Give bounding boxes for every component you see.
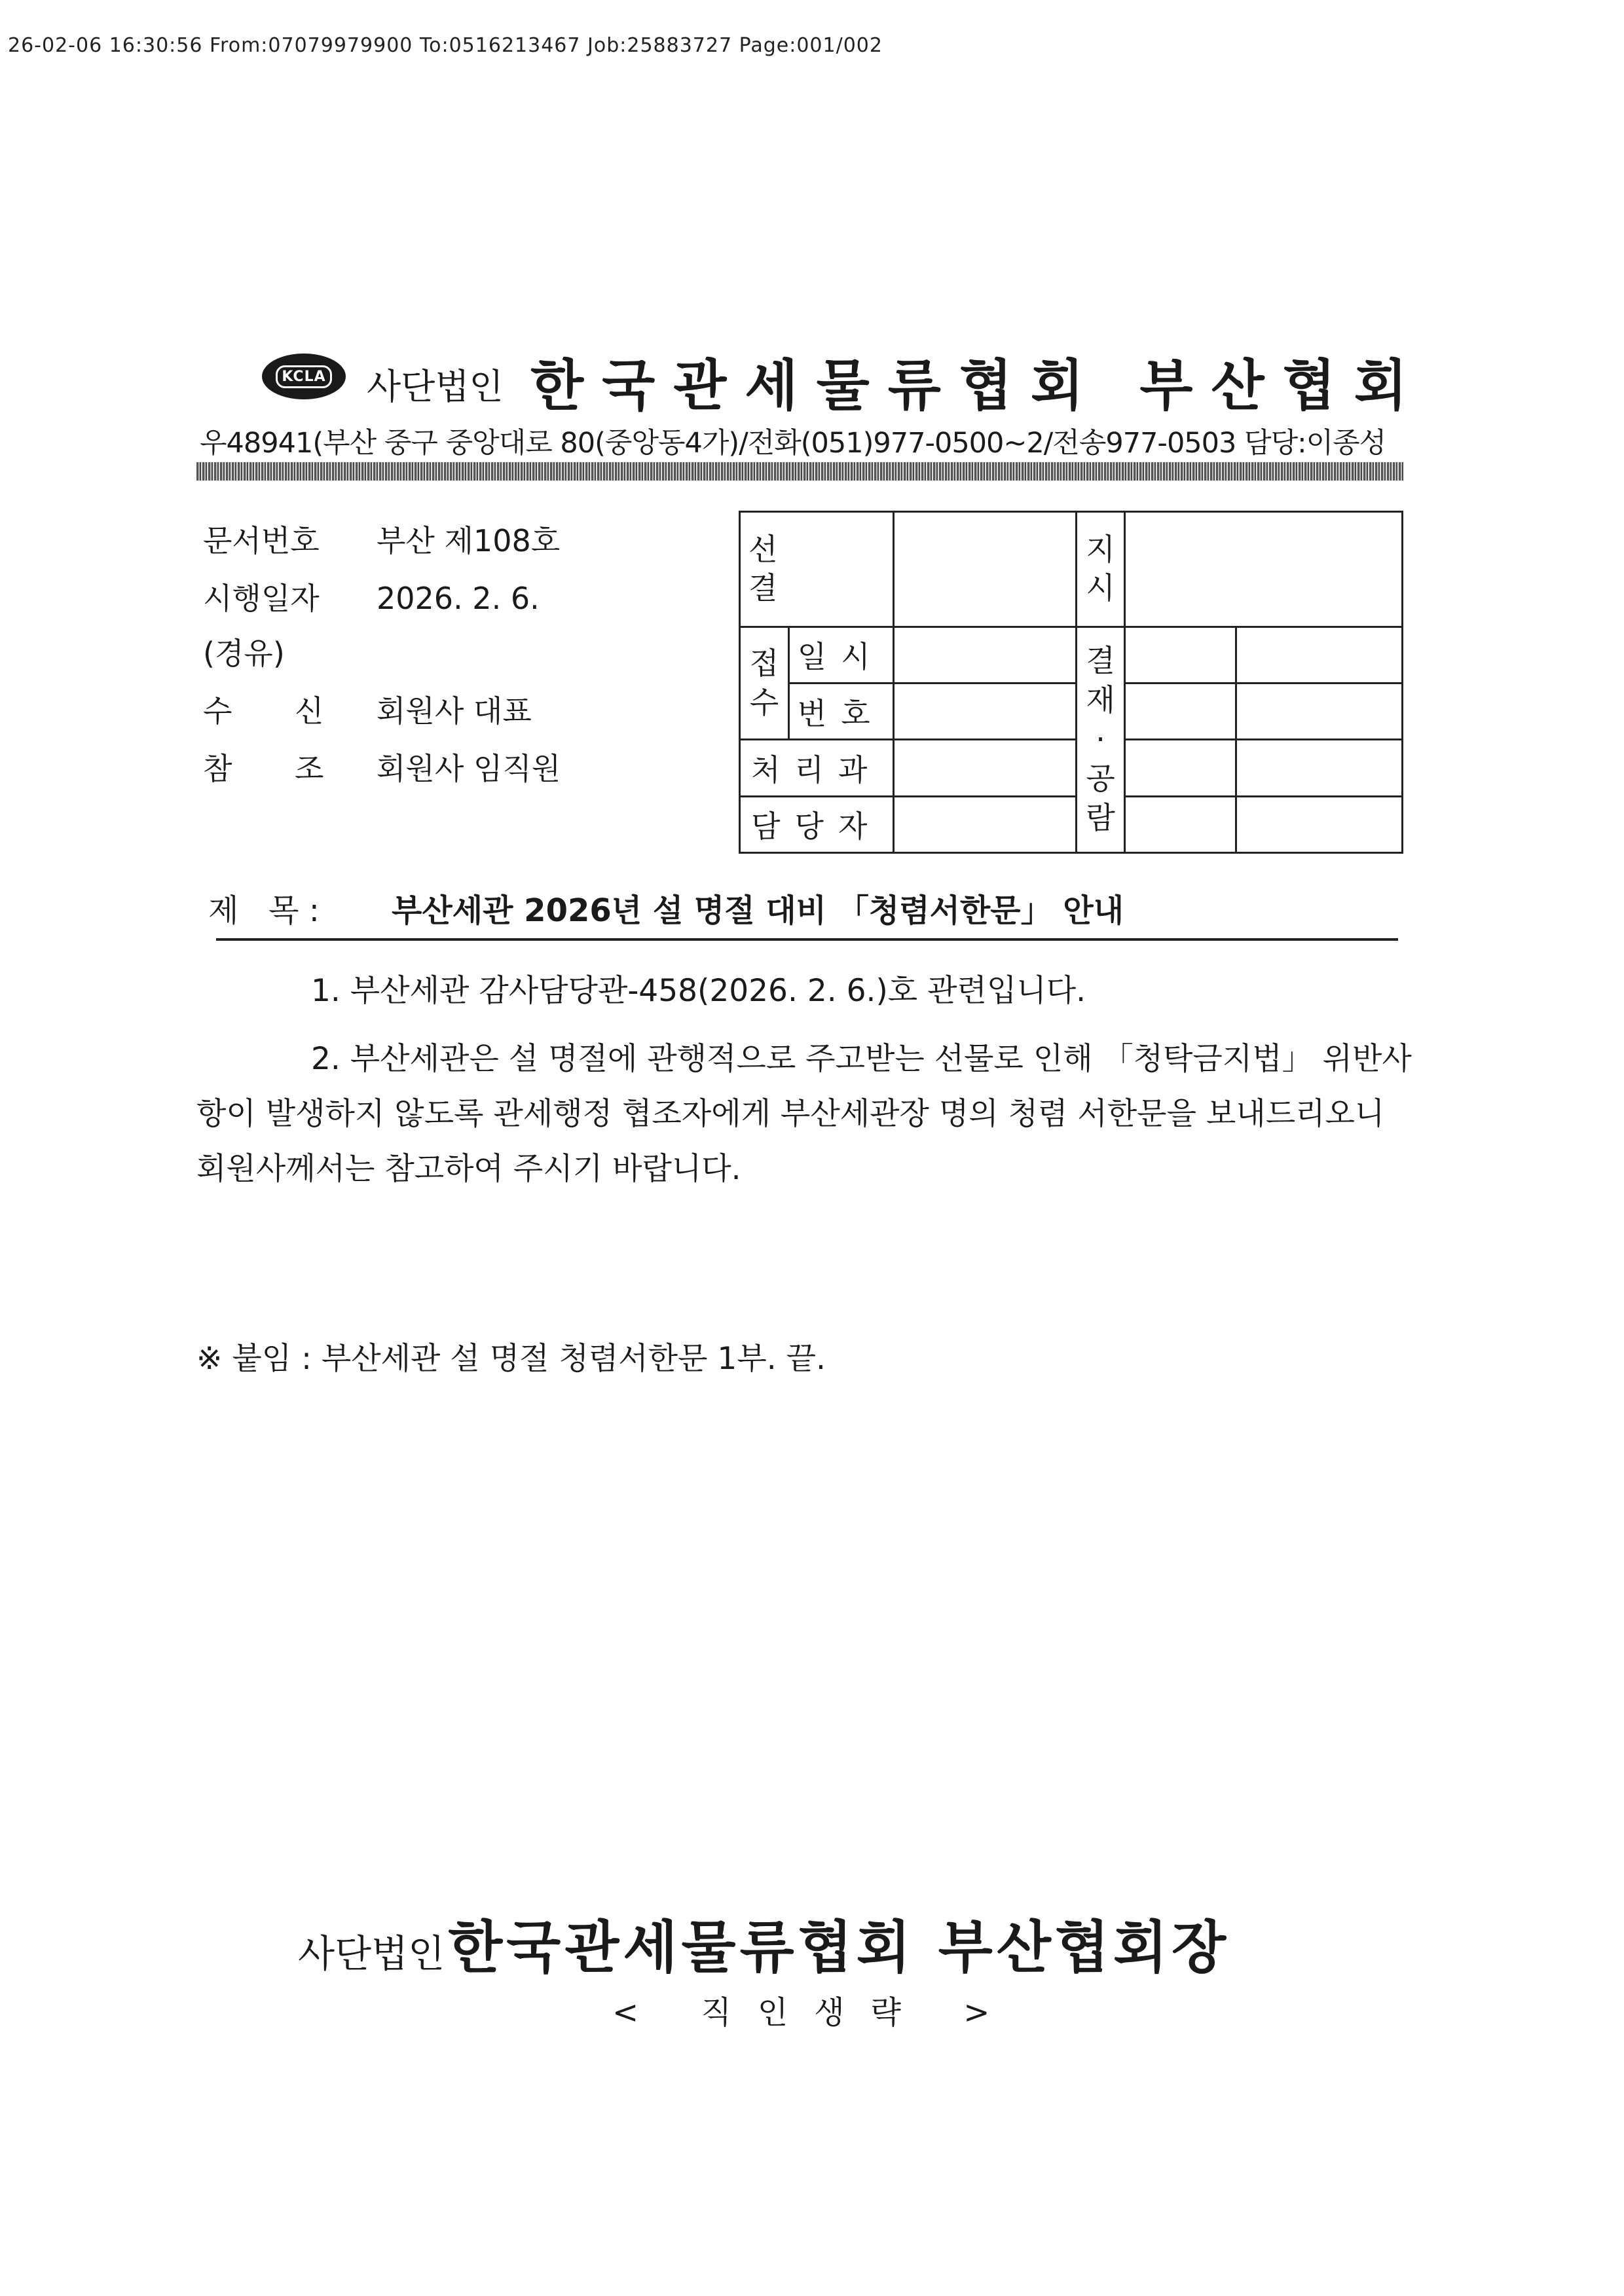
gyeoljae-label: 결재·공람 <box>1086 643 1115 835</box>
body-paragraph-2: 2. 부산세관은 설 명절에 관행적으로 주고받는 선물로 인해 「청탁금지법」 위반사항이 발생하지 않도록 관세행정 협조자에게 부산세관장 명의 청렴 서한문을 보내드리오니 회원사께서는 참고하여 주시기 바랍니다. <box>196 1041 1412 1187</box>
org-prefix: 사단법인 <box>367 366 504 407</box>
footer-signature <box>298 1902 1230 1983</box>
date-label: 시행일자 <box>203 581 320 616</box>
gyeoljae-slot <box>1236 627 1402 683</box>
beonho-label: 번호 <box>788 683 893 740</box>
subject-label: 제 목 : <box>208 892 320 929</box>
seongyeol-label: 선결 <box>748 531 778 606</box>
seongyeol-cell <box>740 512 894 627</box>
footer-org-name: 한국관세물류협회 부산협회장 <box>448 1915 1230 1980</box>
issue-date: 2026. 2. 6. <box>377 581 540 616</box>
via-label: (경유) <box>203 636 285 671</box>
via-row <box>203 630 285 673</box>
fax-header: 26-02-06 16:30:56 From:07079979900 To:0516213467 Job:25883727 Page:001/002 <box>8 34 883 57</box>
org-address: 우48941(부산 중구 중앙대로 80(중앙동4가)/전화(051)977-0500~2/전송977-0503 담당:이종성 <box>200 427 1386 460</box>
damdangja-value <box>893 796 1076 852</box>
seongyeol-value <box>893 512 1076 627</box>
reference-label-2: 조 <box>295 751 324 786</box>
gyeoljae-slot <box>1236 683 1402 740</box>
subject-text: 부산세관 2026년 설 명절 대비 「청렴서한문」 안내 <box>392 892 1124 929</box>
doc-number: 부산 제108호 <box>377 523 561 558</box>
reference-label-1: 참 <box>203 751 232 786</box>
jisi-value <box>1125 512 1403 627</box>
gyeoljae-cell <box>1076 627 1125 852</box>
ilsi-label: 일시 <box>788 627 893 683</box>
cheorigwa-value <box>893 740 1076 796</box>
gyeoljae-slot <box>1236 796 1402 852</box>
recipient-label-1: 수 <box>203 693 232 729</box>
address-divider <box>196 462 1403 481</box>
gyeoljae-slot <box>1125 796 1236 852</box>
body-paragraph-1: 1. 부산세관 감사담당관-458(2026. 2. 6.)호 관련입니다. <box>311 973 1086 1009</box>
gyeoljae-slot <box>1125 740 1236 796</box>
subject-divider <box>216 938 1398 941</box>
gyeoljae-slot <box>1125 683 1236 740</box>
approval-table <box>739 511 1403 854</box>
ilsi-value <box>893 627 1076 683</box>
reference: 회원사 임직원 <box>377 751 561 786</box>
doc-number-label: 문서번호 <box>203 523 320 558</box>
beonho-value <box>893 683 1076 740</box>
seal-omitted-note: < 직인생략 > <box>612 1994 1016 2031</box>
gyeoljae-slot <box>1236 740 1402 796</box>
recipient: 회원사 대표 <box>377 693 532 729</box>
jeopsu-label: 접수 <box>749 645 779 720</box>
doc-number-row <box>203 517 560 560</box>
letterhead <box>262 342 1426 418</box>
reference-row <box>203 745 561 788</box>
attachment-note: ※ 붙임 : 부산세관 설 명절 청렴서한문 1부. 끝. <box>196 1341 826 1377</box>
org-name: 한국관세물류협회 부산협회 <box>530 354 1426 418</box>
recipient-label-2: 신 <box>295 693 324 729</box>
cheorigwa-label: 처리과 <box>740 740 894 796</box>
date-row <box>203 575 540 618</box>
jisi-label: 지시 <box>1086 531 1115 606</box>
jisi-cell <box>1076 512 1125 627</box>
recipient-row <box>203 687 532 731</box>
gyeoljae-slot <box>1125 627 1236 683</box>
damdangja-label: 담당자 <box>740 796 894 852</box>
jeopsu-cell <box>740 627 789 740</box>
kcla-logo: KCLA <box>262 354 346 399</box>
subject-row <box>208 885 1124 930</box>
footer-prefix: 사단법인 <box>298 1931 445 1976</box>
